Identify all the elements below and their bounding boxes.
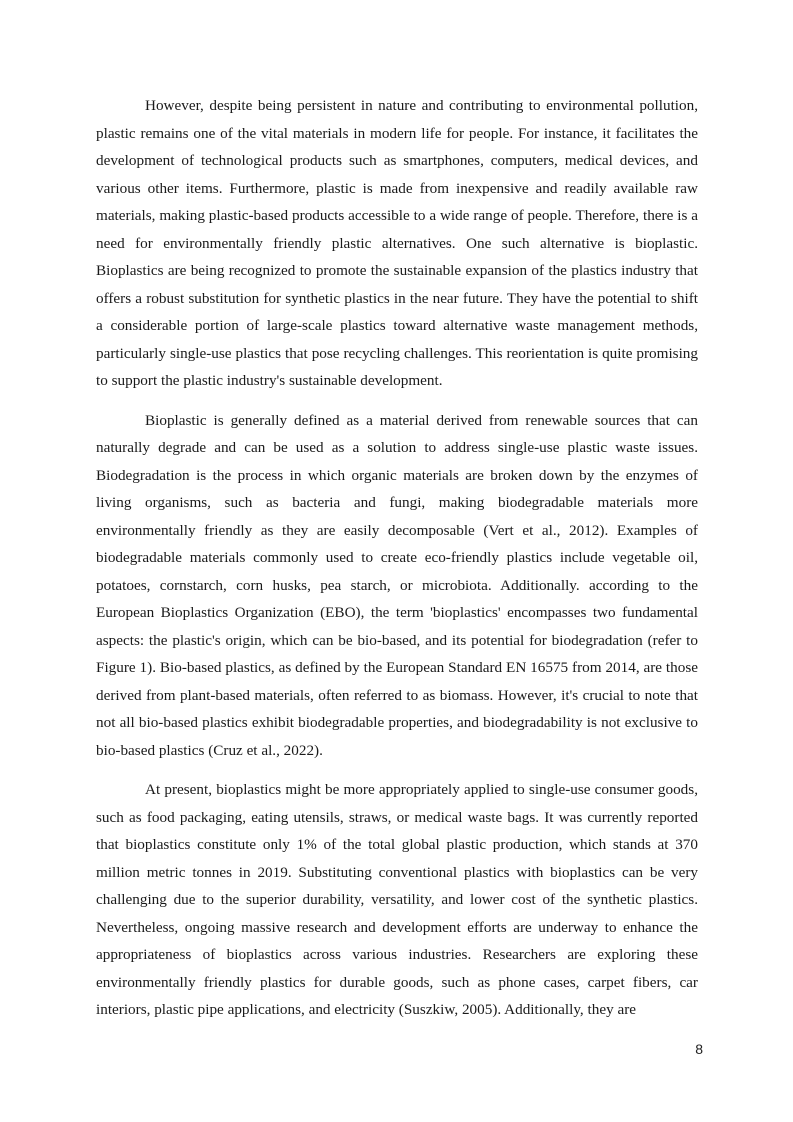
paragraph-1: However, despite being persistent in nature and contributing to environmental pollution, plastic remains one of the vital materials in modern life for people. For instance, it facilitates the development of technological products such as smartphones, computers, medical devices, and various other items. Furthermore, plastic is made from inexpensive and readily available raw materials, making plastic-based products accessible to a wide range of people. Therefore, there is a need for environmentally friendly plastic alternatives. One such alternative is bioplastic. Bioplastics are being recognized to promote the sustainable expansion of the plastics industry that offers a robust substitution for synthetic plastics in the near future. They have the potential to shift a considerable portion of large-scale plastics toward alternative waste management methods, particularly single-use plastics that pose recycling challenges. This reorientation is quite promising to support the plastic industry's sustainable development. (96, 97, 698, 389)
page-number: 8 (695, 1041, 703, 1057)
paragraph-2: Bioplastic is generally defined as a material derived from renewable sources that can naturally degrade and can be used as a solution to address single-use plastic waste issues. Biodegradation is the process in which organic materials are broken down by the enzymes of living organisms, such as bacteria and fungi, making biodegradable materials more environmentally friendly as they are easily decomposable (Vert et al., 2012). Examples of biodegradable materials commonly used to create eco-friendly plastics include vegetable oil, potatoes, cornstarch, corn husks, pea starch, or microbiota. Additionally. according to the European Bioplastics Organization (EBO), the term 'bioplastics' encompasses two fundamental aspects: the plastic's origin, which can be bio-based, and its potential for biodegradation (refer to Figure 1). Bio-based plastics, as defined by the European Standard EN 16575 from 2014, are those derived from plant-based materials, often referred to as biomass. However, it's crucial to note that not all bio-based plastics exhibit biodegradable properties, and biodegradability is not exclusive to bio-based plastics (Cruz et al., 2022). (96, 411, 698, 759)
paragraph-3: At present, bioplastics might be more appropriately applied to single-use consumer goods, such as food packaging, eating utensils, straws, or medical waste bags. It was currently reported that bioplastics constitute only 1% of the total global plastic production, which stands at 370 million metric tonnes in 2019. Substituting conventional plastics with bioplastics can be very challenging due to the superior durability, versatility, and lower cost of the synthetic plastics. Nevertheless, ongoing massive research and development efforts are underway to enhance the appropriateness of bioplastics across various industries. Researchers are exploring these environmentally friendly plastics for durable goods, such as phone cases, carpet fibers, car interiors, plastic pipe applications, and electricity (Suszkiw, 2005). Additionally, they are (96, 781, 698, 1018)
body-text (96, 92, 698, 1036)
